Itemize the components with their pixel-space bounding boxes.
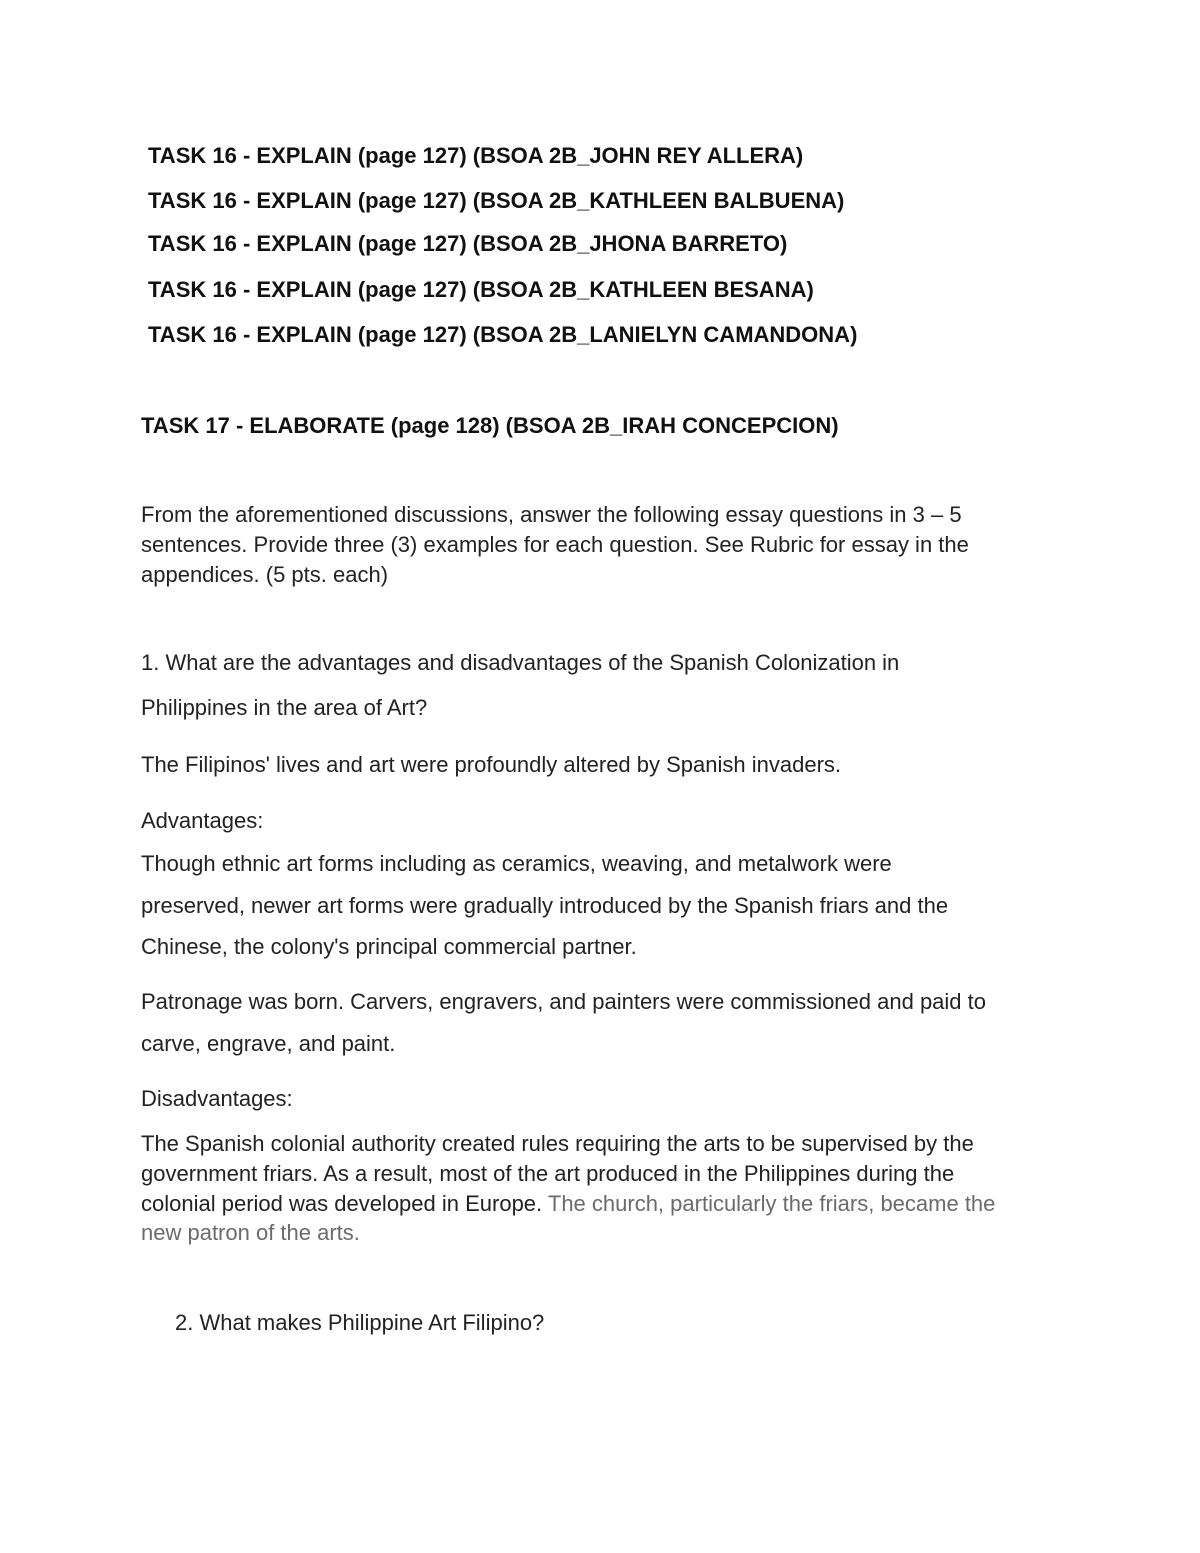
instructions-line-3: appendices. (5 pts. each) [141,562,389,587]
question2: 2. What makes Philippine Art Filipino? [175,1310,545,1335]
disadvantages-line-3-text: colonial period was developed in Europe. [141,1191,548,1216]
advantages-para2-line-2: carve, engrave, and paint. [141,1031,396,1056]
advantages-para2-line-1: Patronage was born. Carvers, engravers, and painters were commissioned and paid to [141,989,987,1014]
advantages-para1-line-1: Though ethnic art forms including as ceramics, weaving, and metalwork were [141,851,892,876]
advantages-label: Advantages: [141,808,264,833]
disadvantages-line-3-gray-text: The church, particularly the friars, became the [547,1191,996,1216]
intro-sentence: The Filipinos' lives and art were profoundly altered by Spanish invaders. [141,752,842,777]
task16-line-barreto: TASK 16 - EXPLAIN (page 127) (BSOA 2B_JHONA BARRETO) [148,231,788,256]
disadvantages-line-1: The Spanish colonial authority created rules requiring the arts to be supervised by the [141,1131,974,1156]
task16-line-allera: TASK 16 - EXPLAIN (page 127) (BSOA 2B_JOHN REY ALLERA) [148,143,804,168]
advantages-para1-line-2: preserved, newer art forms were gradually introduced by the Spanish friars and the [141,893,949,918]
task16-line-besana: TASK 16 - EXPLAIN (page 127) (BSOA 2B_KATHLEEN BESANA) [148,277,814,302]
question1-line-2: Philippines in the area of Art? [141,695,428,720]
disadvantages-label: Disadvantages: [141,1086,293,1111]
disadvantages-line-4: new patron of the arts. [141,1220,360,1245]
question1-line-1: 1. What are the advantages and disadvantages of the Spanish Colonization in [141,650,900,675]
advantages-para1-line-3: Chinese, the colony's principal commercial partner. [141,934,637,959]
task16-line-camandona: TASK 16 - EXPLAIN (page 127) (BSOA 2B_LANIELYN CAMANDONA) [148,322,858,347]
task16-line-balbuena: TASK 16 - EXPLAIN (page 127) (BSOA 2B_KATHLEEN BALBUENA) [148,188,845,213]
instructions-line-2: sentences. Provide three (3) examples for each question. See Rubric for essay in the [141,532,969,557]
instructions-line-1: From the aforementioned discussions, answer the following essay questions in 3 – 5 [141,502,962,527]
disadvantages-line-2: government friars. As a result, most of the art produced in the Philippines during the [141,1161,955,1186]
disadvantages-line-3 [141,1189,995,1219]
task17-heading: TASK 17 - ELABORATE (page 128) (BSOA 2B_IRAH CONCEPCION) [141,413,839,438]
